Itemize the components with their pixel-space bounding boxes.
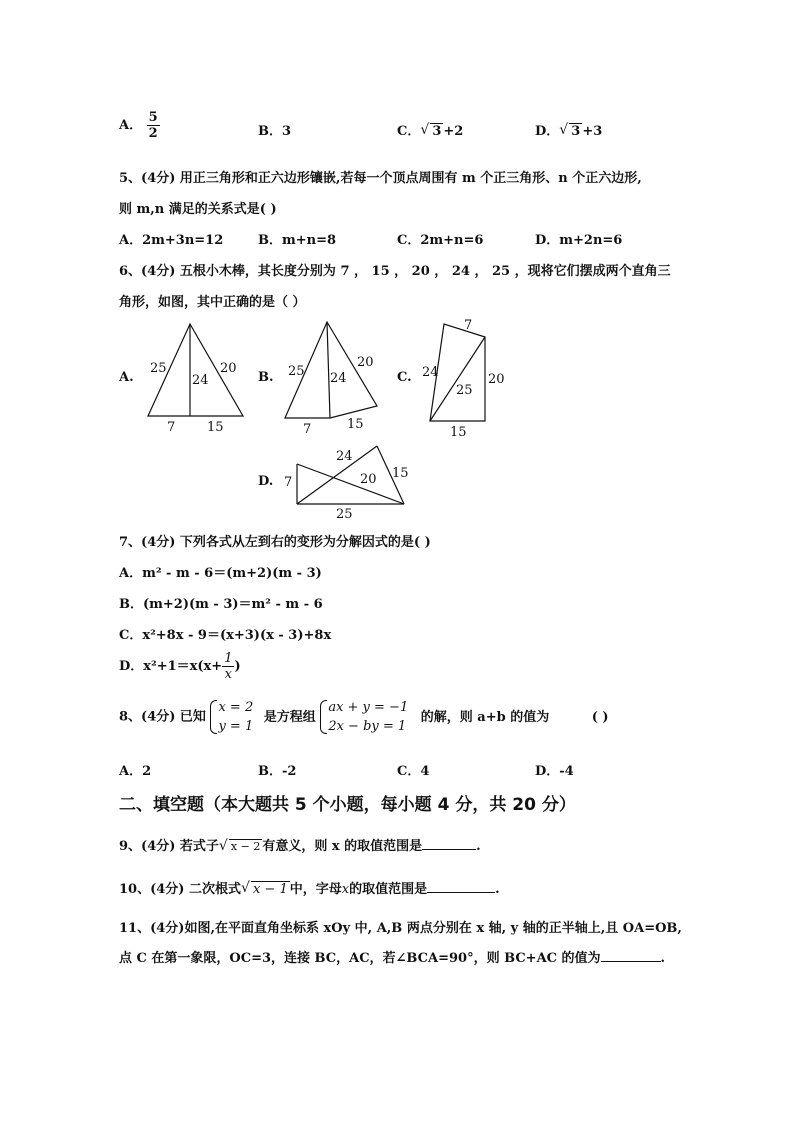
side-label: 25 xyxy=(288,364,305,379)
side-label: 20 xyxy=(488,372,505,387)
q11-line-2 xyxy=(119,947,665,966)
q6-figure-a xyxy=(140,318,255,438)
q5-option-b: B．m+n=8 xyxy=(258,233,337,248)
sqrt-symbol: √ 3 xyxy=(559,122,581,139)
q11-end: . xyxy=(660,951,666,966)
side-label: 25 xyxy=(456,383,473,398)
q9-end: . xyxy=(476,839,481,854)
q8-option-d: D．-4 xyxy=(535,764,574,779)
q6-option-a-label: A. xyxy=(119,370,134,385)
answer-blank[interactable] xyxy=(601,961,661,962)
q7-option-c: C．x²+8x - 9＝(x+3)(x - 3)+8x xyxy=(119,628,332,643)
side-label: 20 xyxy=(220,361,237,376)
q6-option-d-label: D. xyxy=(258,474,274,489)
section-heading: 二、填空题（本大题共 5 个小题，每小题 4 分，共 20 分） xyxy=(119,795,576,815)
q9-prefix: 9、(4分) 若式子 xyxy=(119,839,219,854)
equation: ax + y = −1 xyxy=(328,700,409,715)
q6-option-b-label: B. xyxy=(258,370,274,385)
answer-parentheses: ( ) xyxy=(591,709,609,725)
sqrt-symbol: √ 3 xyxy=(420,122,442,139)
q8-line xyxy=(119,698,609,736)
side-label: 24 xyxy=(330,371,347,386)
side-label: 7 xyxy=(464,318,473,333)
q8-option-b: B．-2 xyxy=(258,764,297,779)
radicand: x − 1 xyxy=(252,882,288,897)
side-label: 15 xyxy=(450,425,467,440)
q7-option-d-suffix: ) xyxy=(234,659,241,674)
q7-line: 7、(4分) 下列各式从左到右的变形为分解因式的是( ) xyxy=(119,535,431,550)
side-label: 20 xyxy=(360,472,377,487)
q7-option-b: B．(m+2)(m - 3)＝m² - m - 6 xyxy=(119,597,323,612)
side-label: 15 xyxy=(392,466,409,481)
q5-option-a: A．2m+3n=12 xyxy=(119,233,224,248)
q8-option-c: C．4 xyxy=(397,764,430,779)
q11-line-1: 11、(4分)如图,在平面直角坐标系 xOy 中, A,B 两点分别在 x 轴, y 轴的正半轴上,且 OA=OB, xyxy=(119,921,682,936)
q8-prefix: 8、(4分) 已知 xyxy=(119,709,206,725)
q5-option-c: C．2m+n=6 xyxy=(397,233,484,248)
side-label: 24 xyxy=(192,373,209,388)
q4-option-b: B．3 xyxy=(258,124,292,139)
q4-option-a-fraction xyxy=(147,110,160,141)
q4-option-d xyxy=(535,120,602,139)
q5-option-d: D．m+2n=6 xyxy=(535,233,623,248)
q10-line xyxy=(119,878,500,897)
answer-blank[interactable] xyxy=(427,892,495,893)
q5-line-2: 则 m,n 满足的关系式是( ) xyxy=(119,202,277,217)
side-label: 15 xyxy=(207,420,224,435)
equation: x = 2 xyxy=(218,700,254,715)
side-label: 25 xyxy=(336,507,353,522)
fraction xyxy=(222,651,234,682)
fraction-denominator: 2 xyxy=(148,126,158,141)
q4-option-c xyxy=(397,120,463,139)
q4-option-d-tail: +3 xyxy=(582,124,603,139)
q9-line xyxy=(119,835,481,854)
answer-blank[interactable] xyxy=(422,849,476,850)
equation: 2x − by = 1 xyxy=(328,719,407,734)
q4-option-a-label: A． xyxy=(119,118,143,133)
side-label: 7 xyxy=(167,420,176,435)
equation-system-solution xyxy=(210,698,253,736)
q6-line-2: 角形，如图，其中正确的是（ ） xyxy=(119,295,306,310)
q6-figure-b xyxy=(280,318,385,438)
side-label: 7 xyxy=(284,475,293,490)
equation: y = 1 xyxy=(218,719,254,734)
q7-option-d xyxy=(119,651,241,682)
side-label: 25 xyxy=(150,361,167,376)
q4-option-c-label: C． xyxy=(397,124,421,139)
radicand: 3 xyxy=(571,124,581,139)
q8-option-a: A．2 xyxy=(119,764,152,779)
side-label: 7 xyxy=(303,422,312,437)
q10-prefix: 10、(4分) 二次根式 xyxy=(119,882,241,897)
q9-suffix: 有意义，则 x 的取值范围是 xyxy=(262,839,423,854)
q6-line-1: 6、(4分) 五根小木棒，其长度分别为 7 ， 15 ， 20 ， 24 ， 25 ，现将它们摆成两个直角三 xyxy=(119,264,671,279)
side-label: 15 xyxy=(347,417,364,432)
q5-line-1: 5、(4分) 用正三角形和正六边形镶嵌,若每一个顶点周围有 m 个正三角形、n 个正六边形, xyxy=(119,171,642,186)
radicand: 3 xyxy=(432,124,442,139)
sqrt-symbol: √ x − 1 xyxy=(240,880,288,897)
q7-option-a: A．m² - m - 6＝(m+2)(m - 3) xyxy=(119,566,322,581)
q7-option-d-prefix: D．x²+1＝x(x+ xyxy=(119,659,223,674)
q10-end: . xyxy=(495,882,500,897)
q10-middle: 中，字母 xyxy=(289,882,342,897)
equation-system xyxy=(320,698,408,736)
fraction-denominator: x xyxy=(224,667,233,682)
fraction-numerator: 5 xyxy=(148,110,158,125)
q6-figure-c xyxy=(418,316,508,442)
q10-suffix: 的取值范围是 xyxy=(349,882,428,897)
variable: x xyxy=(341,882,350,897)
sqrt-symbol: √ x − 2 xyxy=(218,838,261,854)
radicand: x − 2 xyxy=(230,840,261,853)
q8-middle: 是方程组 xyxy=(263,709,316,725)
q11-line-2-text: 点 C 在第一象限，OC=3，连接 BC，AC，若∠BCA=90°，则 BC+AC 的值为 xyxy=(119,951,601,966)
q8-suffix: 的解，则 a+b 的值为 xyxy=(420,709,550,725)
q6-option-c-label: C. xyxy=(397,370,412,385)
side-label: 20 xyxy=(357,355,374,370)
fraction-numerator: 1 xyxy=(224,651,233,666)
q4-option-c-tail: +2 xyxy=(443,124,464,139)
q4-option-d-label: D． xyxy=(535,124,560,139)
q6-figure-d xyxy=(280,440,415,522)
side-label: 24 xyxy=(336,449,353,464)
q4-option-a xyxy=(119,110,160,141)
side-label: 24 xyxy=(422,365,439,380)
